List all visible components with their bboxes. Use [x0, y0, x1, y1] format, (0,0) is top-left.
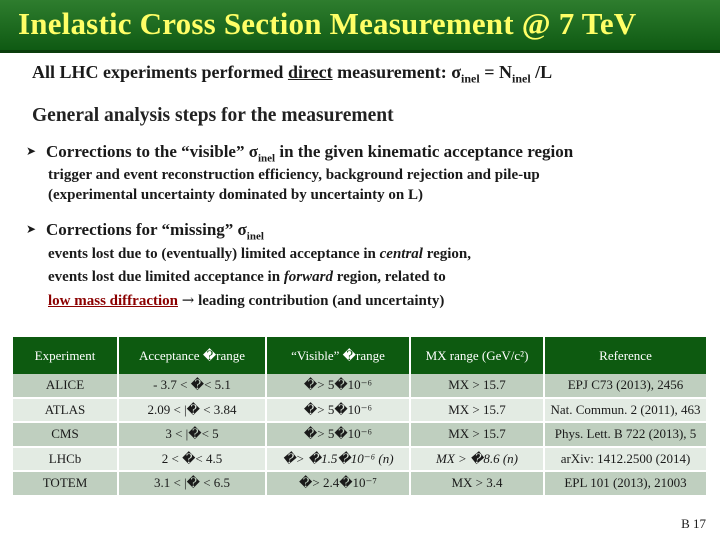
intro-line: [32, 62, 552, 87]
cell-mx-range: MX > 15.7: [410, 374, 544, 398]
slide-title: Inelastic Cross Section Measurement @ 7 TeV: [18, 6, 637, 41]
bullet-2-detail-2: [48, 269, 446, 286]
cell-reference: arXiv: 1412.2500 (2014): [544, 447, 706, 472]
intro-prefix: All LHC experiments performed: [32, 62, 288, 82]
bullet-1-detail-2: (experimental uncertainty dominated by uncertainty on L): [48, 187, 423, 203]
cell-visible: �> 5�10⁻⁶: [266, 374, 410, 398]
table-row: [13, 471, 706, 496]
intro-suffix: measurement: σ: [332, 62, 462, 82]
intro-direct: direct: [287, 62, 333, 82]
cell-experiment: TOTEM: [13, 471, 118, 496]
bullet-2-detail-1: [48, 246, 471, 263]
col-experiment: Experiment: [13, 337, 118, 374]
cell-experiment: ALICE: [13, 374, 118, 398]
cell-acceptance: 2.09 < |� < 3.84: [118, 398, 266, 423]
bullet-2-detail-3: [48, 291, 444, 310]
col-visible: “Visible” �range: [266, 337, 410, 374]
intro-sub-inel2: inel: [511, 71, 531, 86]
cell-visible: �> 5�10⁻⁶: [266, 398, 410, 423]
col-mx-range: MX range (GeV/c²): [410, 337, 544, 374]
cell-mx-range: MX > 15.7: [410, 398, 544, 423]
cell-reference: EPJ C73 (2013), 2456: [544, 374, 706, 398]
cell-acceptance: 3 < |�< 5: [118, 422, 266, 447]
bullet-2-line2-a: events lost due limited acceptance in: [48, 269, 284, 285]
bullet-1-detail-1: trigger and event reconstruction efficiency, background rejection and pile-up: [48, 167, 540, 183]
bullet-1-rest: in the given kinematic acceptance region: [275, 142, 574, 161]
cell-reference: Phys. Lett. B 722 (2013), 5: [544, 422, 706, 447]
table-header-row: [13, 337, 706, 374]
page-number: B 17: [681, 516, 706, 531]
section-heading: General analysis steps for the measurement: [32, 105, 394, 126]
cell-reference: Nat. Commun. 2 (2011), 463: [544, 398, 706, 423]
cell-mx-range: MX > �8.6 (n): [410, 447, 544, 472]
cell-experiment: CMS: [13, 422, 118, 447]
right-arrow-icon: →: [181, 291, 195, 309]
col-acceptance: Acceptance �range: [118, 337, 266, 374]
bullet-2-line2-c: region, related to: [333, 269, 446, 285]
bullet-2-line1-a: events lost due to (eventually) limited acceptance in: [48, 246, 380, 262]
cell-experiment: ATLAS: [13, 398, 118, 423]
table-row: [13, 398, 706, 423]
bullet-arrow-icon: ➤: [26, 222, 37, 236]
bullet-2-line3-b: leading contribution (and uncertainty): [194, 293, 445, 309]
bullet-1-text: Corrections to the “visible” σ: [46, 142, 258, 161]
cell-experiment: LHCb: [13, 447, 118, 472]
bullet-2-line1-b: central: [379, 246, 423, 262]
cell-visible: �> 5�10⁻⁶: [266, 422, 410, 447]
bullet-arrow-icon: ➤: [26, 144, 37, 158]
bullet-1: [26, 142, 573, 164]
intro-sub-inel: inel: [461, 71, 480, 86]
intro-slash: /L: [530, 62, 553, 82]
bullet-2-line1-c: region,: [422, 246, 472, 262]
cell-mx-range: MX > 15.7: [410, 422, 544, 447]
cell-visible: �> 2.4�10⁻⁷: [266, 471, 410, 496]
bullet-2-sub: inel: [246, 230, 264, 243]
bullet-2-line2-b: forward: [283, 269, 333, 285]
bullet-2: [26, 220, 264, 242]
bullet-2-text: Corrections for “missing” σ: [46, 220, 247, 239]
table-row: [13, 422, 706, 447]
cell-acceptance: - 3.7 < �< 5.1: [118, 374, 266, 398]
col-reference: Reference: [544, 337, 706, 374]
bullet-1-sub: inel: [257, 152, 276, 165]
cell-mx-range: MX > 3.4: [410, 471, 544, 496]
cell-acceptance: 2 < �< 4.5: [118, 447, 266, 472]
cell-visible: �> �1.5�10⁻⁶ (n): [266, 447, 410, 472]
experiments-table: [13, 337, 706, 497]
cell-acceptance: 3.1 < |� < 6.5: [118, 471, 266, 496]
table-row: [13, 447, 706, 472]
intro-eq: = N: [479, 62, 512, 82]
title-bar: [0, 0, 720, 53]
cell-reference: EPL 101 (2013), 21003: [544, 471, 706, 496]
low-mass-diffraction: low mass diffraction: [48, 293, 178, 309]
table-row: [13, 374, 706, 398]
